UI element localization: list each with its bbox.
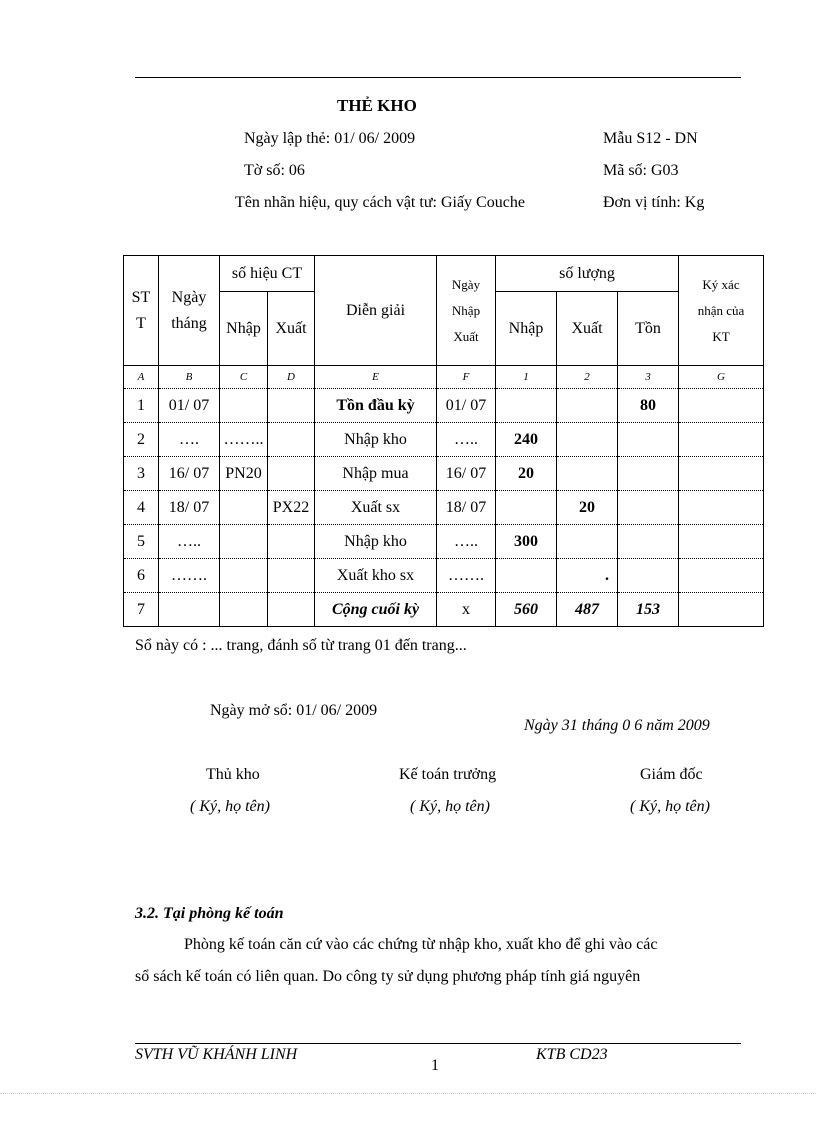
sig-role-chief-accountant: Kế toán trưởng: [399, 766, 497, 783]
sig-note-chief-accountant: ( Ký, họ tên): [410, 798, 490, 815]
card-title: THẺ KHO: [337, 96, 417, 115]
table-row: [124, 559, 764, 593]
cell-stt: 1: [124, 389, 159, 423]
column-letter: E: [315, 366, 437, 389]
column-letter: G: [679, 366, 764, 389]
cell-qty-out: [557, 525, 618, 559]
cell-io-date: 18/ 07: [437, 491, 496, 525]
cell-stt: 3: [124, 457, 159, 491]
page-number: 1: [431, 1057, 439, 1074]
header-confirm: Ký xác nhận của KT: [679, 256, 764, 366]
footer-rule: [135, 1043, 741, 1044]
cell-qty-in: 20: [496, 457, 557, 491]
header-stt: ST T: [124, 256, 159, 366]
section-heading: 3.2. Tại phòng kế toán: [135, 905, 284, 922]
table-row: [124, 593, 764, 627]
sig-role-director: Giám đốc: [640, 766, 703, 783]
column-letter: B: [159, 366, 220, 389]
column-letter: 2: [557, 366, 618, 389]
cell-description: Tồn đầu kỳ: [315, 389, 437, 423]
header-doc-no: số hiệu CT: [220, 256, 315, 292]
unit-label: Đơn vị tính: Kg: [603, 194, 705, 211]
header-quantity: số lượng: [496, 256, 679, 292]
table-row: [124, 457, 764, 491]
cell-qty-in: [496, 389, 557, 423]
table-row: [124, 525, 764, 559]
cell-confirm: [679, 389, 764, 423]
table-row: [124, 389, 764, 423]
column-letter: 1: [496, 366, 557, 389]
header-qty-stock: Tồn: [618, 292, 679, 366]
cell-qty-in: 560: [496, 593, 557, 627]
column-letter-row: [124, 366, 764, 389]
cell-qty-out: 487: [557, 593, 618, 627]
code-no: Mã số: G03: [603, 162, 679, 179]
header-io-date: Ngày Nhập Xuất: [437, 256, 496, 366]
form-code: Mẫu S12 - DN: [603, 130, 698, 147]
date-label: Ngày lập thẻ: 01/ 06/ 2009: [244, 130, 416, 147]
cell-io-date: 16/ 07: [437, 457, 496, 491]
header-doc-out: Xuất: [268, 292, 315, 366]
cell-doc-out: [268, 593, 315, 627]
cell-doc-in: [220, 559, 268, 593]
sign-date: Ngày 31 tháng 0 6 năm 2009: [524, 717, 710, 734]
header-doc-in: Nhập: [220, 292, 268, 366]
cell-doc-out: [268, 389, 315, 423]
cell-doc-out: [268, 423, 315, 457]
cell-qty-stock: [618, 457, 679, 491]
cell-confirm: [679, 423, 764, 457]
cell-doc-in: [220, 491, 268, 525]
cell-io-date: …..: [437, 525, 496, 559]
cell-qty-out: [557, 389, 618, 423]
footer-author: SVTH VŨ KHÁNH LINH: [135, 1046, 298, 1063]
cell-qty-stock: [618, 559, 679, 593]
paragraph-line: sổ sách kế toán có liên quan. Do công ty sử dụng phương pháp tính giá nguyên: [135, 968, 641, 985]
sheet-no: Tờ số: 06: [244, 162, 305, 179]
header-qty-in: Nhập: [496, 292, 557, 366]
cell-date: …..: [159, 525, 220, 559]
column-letter: C: [220, 366, 268, 389]
cell-doc-in: [220, 593, 268, 627]
cell-qty-stock: [618, 423, 679, 457]
top-rule: [135, 77, 741, 78]
cell-description: Nhập mua: [315, 457, 437, 491]
cell-qty-stock: 153: [618, 593, 679, 627]
cell-io-date: x: [437, 593, 496, 627]
cell-stt: 7: [124, 593, 159, 627]
cell-stt: 6: [124, 559, 159, 593]
cell-confirm: [679, 491, 764, 525]
cell-io-date: …..: [437, 423, 496, 457]
column-letter: F: [437, 366, 496, 389]
cell-description: Xuất sx: [315, 491, 437, 525]
header-date: Ngày tháng: [159, 256, 220, 366]
cell-qty-in: [496, 559, 557, 593]
cell-qty-stock: [618, 491, 679, 525]
footer-class: KTB CD23: [536, 1046, 608, 1063]
pages-note: Sổ này có : ... trang, đánh số từ trang 01 đến trang...: [135, 637, 467, 654]
cell-stt: 2: [124, 423, 159, 457]
cell-doc-in: PN20: [220, 457, 268, 491]
cell-date: 16/ 07: [159, 457, 220, 491]
cell-qty-out: [557, 423, 618, 457]
cell-date: …….: [159, 559, 220, 593]
material-label: Tên nhãn hiệu, quy cách vật tư: Giấy Couche: [235, 194, 525, 211]
cell-doc-out: [268, 559, 315, 593]
column-letter: D: [268, 366, 315, 389]
cell-io-date: …….: [437, 559, 496, 593]
sig-note-storekeeper: ( Ký, họ tên): [190, 798, 270, 815]
cell-doc-in: [220, 389, 268, 423]
column-letter: 3: [618, 366, 679, 389]
cell-doc-out: [268, 525, 315, 559]
cell-qty-out: [557, 457, 618, 491]
cell-qty-in: [496, 491, 557, 525]
cell-description: Xuất kho sx: [315, 559, 437, 593]
cell-date: ….: [159, 423, 220, 457]
cell-confirm: [679, 525, 764, 559]
table-row: [124, 423, 764, 457]
cell-doc-in: [220, 525, 268, 559]
column-letter: A: [124, 366, 159, 389]
cell-qty-stock: [618, 525, 679, 559]
open-date: Ngày mở sổ: 01/ 06/ 2009: [210, 702, 378, 719]
cell-date: [159, 593, 220, 627]
cell-stt: 5: [124, 525, 159, 559]
cell-qty-out: .: [557, 559, 618, 593]
sig-role-storekeeper: Thủ kho: [206, 766, 260, 783]
header-qty-out: Xuất: [557, 292, 618, 366]
paragraph-line: Phòng kế toán căn cứ vào các chứng từ nhập kho, xuất kho để ghi vào các: [184, 936, 658, 953]
cell-doc-out: [268, 457, 315, 491]
cell-qty-out: 20: [557, 491, 618, 525]
table-row: [124, 491, 764, 525]
cell-qty-in: 300: [496, 525, 557, 559]
cell-qty-stock: 80: [618, 389, 679, 423]
cell-date: 18/ 07: [159, 491, 220, 525]
cell-stt: 4: [124, 491, 159, 525]
cell-description: Nhập kho: [315, 525, 437, 559]
cell-confirm: [679, 559, 764, 593]
cell-doc-out: PX22: [268, 491, 315, 525]
cell-confirm: [679, 457, 764, 491]
cell-date: 01/ 07: [159, 389, 220, 423]
cell-description: Cộng cuối kỳ: [315, 593, 437, 627]
header-description: Diễn giải: [315, 256, 437, 366]
cell-io-date: 01/ 07: [437, 389, 496, 423]
cell-confirm: [679, 593, 764, 627]
cell-qty-in: 240: [496, 423, 557, 457]
cell-doc-in: ……..: [220, 423, 268, 457]
cell-description: Nhập kho: [315, 423, 437, 457]
sig-note-director: ( Ký, họ tên): [630, 798, 710, 815]
page-edge: [0, 1093, 816, 1094]
stock-card-table: [123, 255, 764, 627]
